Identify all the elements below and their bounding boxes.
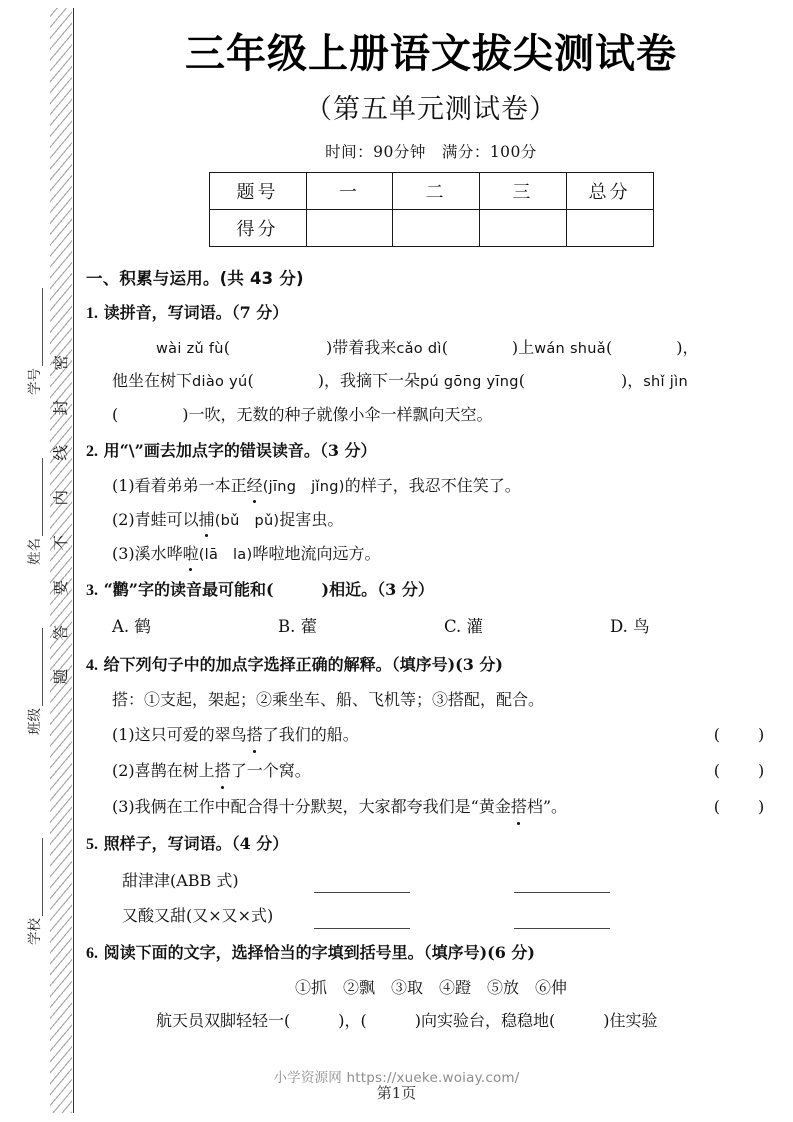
q2-2-post: 捉害虫。 [279,509,344,529]
question-1-prompt: 读拼音，写词语。（7 分） [103,302,289,322]
dotted-char: 搭 [247,722,263,748]
dotted-char: 啦 [183,542,199,566]
score-col-2: 二 [393,172,480,209]
question-5-row-2 [86,903,776,929]
question-6-number: 6. [86,945,98,963]
write-blank[interactable] [514,891,610,893]
q4-2-post: 了一个窝。 [230,760,311,780]
score-col-1: 一 [306,172,393,209]
dotted-char: 经 [247,474,263,498]
q1-text-3: 他坐在树下 [112,371,193,391]
question-2-sub-3[interactable] [86,542,776,567]
question-2 [86,438,776,566]
question-4-sub-3 [86,794,776,820]
question-2-prompt: 用“\”画去加点字的错误读音。（3 分） [103,441,377,461]
question-5-head [86,831,776,858]
q5-label-youxyou: 又酸又甜(又×又×式) [122,906,274,926]
dotted-char: 搭 [215,758,231,784]
question-5-row-1 [86,868,776,894]
question-4-number: 4. [86,656,98,674]
question-1-head [86,300,776,327]
q1-text-1: 带着我来 [332,337,397,357]
watermark: 小学资源网 https://xueke.woiay.com/ [273,1070,520,1086]
answer-blank-paren[interactable]: ( ) [112,405,189,425]
pinyin-waizufu: wài zǔ fù [156,340,224,357]
question-4-head [86,652,776,679]
dotted-char: 捕 [199,508,215,532]
q2-3-post: 哗啦地流向远方。 [252,543,381,563]
q4-1-pre: (1)这只可爱的翠鸟 [112,724,247,744]
score-row-label-defen: 得分 [209,209,306,246]
question-2-head [86,438,776,465]
q2-1-post: 的样子，我忍不住笑了。 [344,476,521,496]
question-3-number: 3. [86,582,98,600]
option-b[interactable]: B. 藿 [278,617,318,637]
pinyin-pugongying: pú gōng yīng [420,374,519,391]
q2-3-pinyin-options[interactable]: (lā la) [198,546,253,563]
write-blank[interactable] [314,927,410,929]
seal-vertical-text [50,355,74,685]
q2-3-pre: (3)溪水哗 [112,543,183,563]
q2-2-pinyin-options[interactable]: (bǔ pǔ) [214,512,280,529]
q4-1-post: 了我们的船。 [262,724,359,744]
q2-2-pre: (2)青蛙可以 [112,509,199,529]
option-a[interactable]: A. 鹤 [112,617,151,637]
exam-page [86,0,776,1122]
page-title: 三年级上册语文拔尖测试卷 [185,31,677,77]
student-field-blank[interactable] [31,838,43,916]
answer-blank-paren[interactable]: ( )， [518,371,644,391]
score-cell-3[interactable] [480,209,567,246]
question-5-prompt: 照样子，写词语。（4 分） [103,833,289,853]
score-table-wrapper [209,172,654,247]
student-field-blank[interactable] [31,628,43,706]
q4-3-post: 档”。 [526,796,568,816]
dotted-char: 搭 [511,794,527,820]
question-6-head [86,940,776,967]
q4-1-text [112,722,359,748]
score-cell-2[interactable] [393,209,480,246]
seal-char-2: 线 [52,444,71,461]
student-field-label: 学校 [27,918,43,945]
question-4-sub-2 [86,758,776,784]
question-3-head [86,577,776,604]
student-field-label: 学号 [27,368,43,395]
q1-text-4: 我摘下一朵 [340,371,421,391]
question-2-sub-2[interactable] [86,508,776,533]
student-field-xuexiao[interactable] [23,795,43,945]
page-footer: 第1页 [376,1084,417,1102]
student-field-xuehao[interactable] [23,245,43,395]
q1-text-2: 上 [518,337,535,357]
pinyin-diaoyu: diào yú [192,374,248,391]
q4-2-text [112,758,311,784]
write-blank[interactable] [314,891,410,893]
answer-blank-paren[interactable]: ( ) [713,724,767,744]
question-4-sub-1 [86,722,776,748]
student-field-banji[interactable] [23,585,43,735]
score-cell-total[interactable] [566,209,653,246]
answer-blank-paren[interactable]: ( )， [605,337,699,357]
option-d[interactable]: D. 鸟 [610,617,650,637]
q2-1-pre: (1)看着弟弟一本正 [112,476,247,496]
question-1 [86,300,776,427]
q2-1-pinyin-options[interactable]: (jīng jǐng) [262,479,345,496]
student-info-column [4,250,50,950]
question-2-number: 2. [86,443,98,461]
table-row-header [209,172,653,209]
student-field-xingming[interactable] [23,415,43,565]
question-4-gloss: 搭：①支起，架起；②乘坐车、船、飞机等；③搭配，配合。 [112,689,545,709]
section-heading-1: 一、积累与运用。(共 43 分) [86,268,304,288]
q4-3-text [112,794,567,820]
q1-text-5: 一吹，无数的种子就像小伞一样飘向天空。 [188,405,493,425]
option-c[interactable]: C. 灌 [444,617,484,637]
question-1-line-1 [86,336,776,361]
question-1-number: 1. [86,304,98,322]
q5-label-abb: 甜津津(ABB 式) [122,870,239,890]
question-6-choices[interactable]: ①抓 ②飘 ③取 ④蹬 ⑤放 ⑥伸 [294,978,567,998]
question-4-prompt: 给下列句子中的加点字选择正确的解释。（填序号)(3 分) [103,654,503,674]
page-subtitle: （第五单元测试卷） [305,93,557,125]
pinyin-shijin: shǐ jìn [643,374,688,391]
question-3 [86,577,776,641]
question-5-number: 5. [86,835,98,853]
question-3-options [86,614,776,641]
question-5 [86,831,776,930]
score-col-total: 总分 [566,172,653,209]
question-6-prompt: 阅读下面的文字，选择恰当的字填到括号里。（填序号)(6 分) [103,943,535,963]
student-field-label: 班级 [27,708,43,735]
write-blank[interactable] [514,927,610,929]
student-field-blank[interactable] [31,458,43,536]
question-4 [86,652,776,820]
answer-blank-paren[interactable]: ( )， [247,371,340,391]
question-3-prompt: “鹳”字的读音最可能和( )相近。（3 分） [103,580,434,600]
question-1-line-2 [86,369,776,394]
score-col-3: 三 [480,172,567,209]
question-6-passage[interactable]: 航天员双脚轻轻一( )，( )向实验台，稳稳地( )住实验 [156,1011,658,1031]
seal-char-6: 答 [52,624,71,641]
question-1-line-3 [86,403,776,427]
seal-char-7: 题 [52,669,71,685]
exam-info: 时间：90分钟 满分：100分 [325,142,537,161]
score-row-label-tihao: 题号 [209,172,306,209]
question-6 [86,940,776,1033]
answer-blank-paren[interactable]: ( ) [441,337,519,357]
score-table [209,172,654,247]
q4-2-pre: (2)喜鹊在树上 [112,760,215,780]
question-2-sub-1[interactable] [86,474,776,499]
seal-char-3: 内 [52,489,71,506]
answer-blank-paren[interactable]: ( ) [713,796,767,816]
table-row-scores [209,209,653,246]
student-field-blank[interactable] [31,288,43,366]
q4-3-pre: (3)我俩在工作中配合得十分默契，大家都夸我们是“黄金 [112,796,511,816]
student-field-label: 姓名 [27,538,43,565]
seal-char-1: 封 [52,399,71,416]
pinyin-wanshua: wán shuǎ [534,340,606,357]
seal-char-0: 密 [52,354,71,371]
answer-blank-paren[interactable]: ( ) [223,337,333,357]
seal-char-5: 要 [52,579,71,596]
pinyin-caodi: cǎo dì [396,340,442,357]
answer-blank-paren[interactable]: ( ) [713,760,767,780]
seal-char-4: 不 [52,534,71,551]
score-cell-1[interactable] [306,209,393,246]
